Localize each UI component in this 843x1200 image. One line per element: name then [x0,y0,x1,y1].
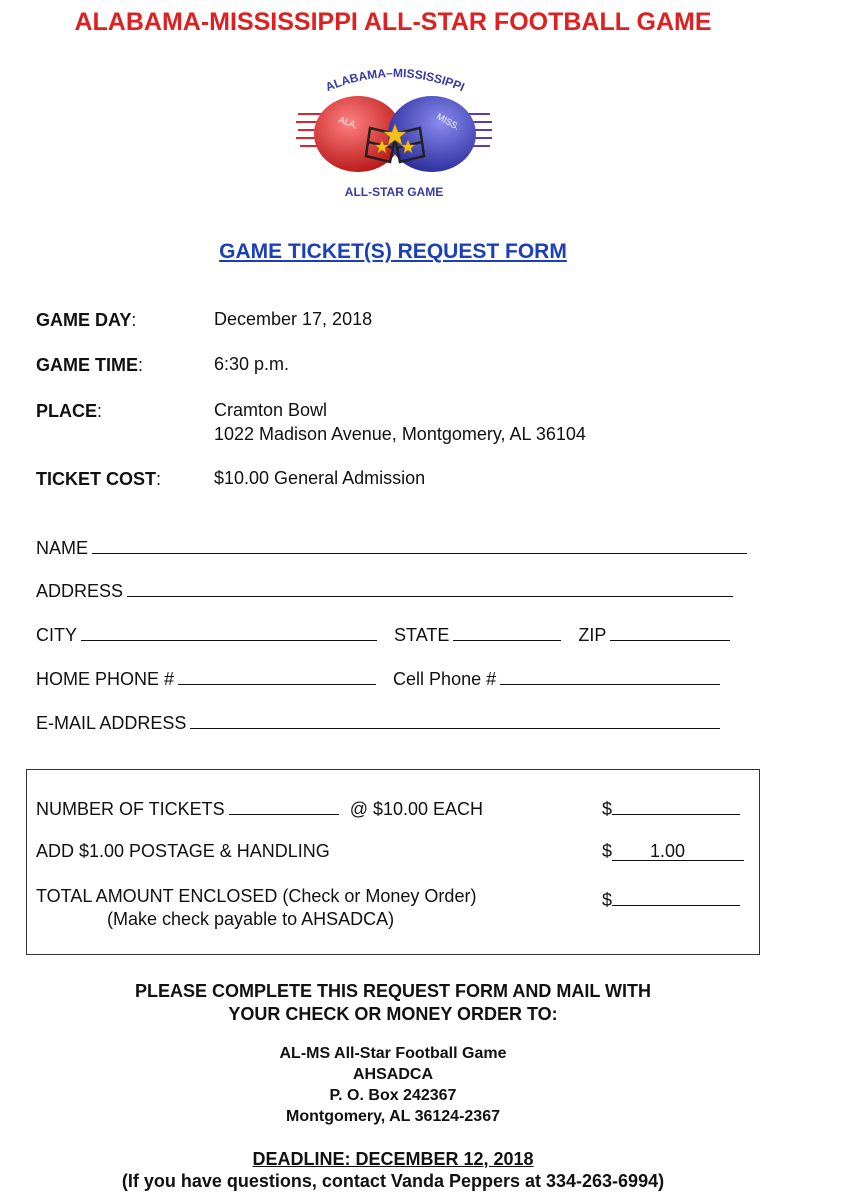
mail-address-line-4: Montgomery, AL 36124-2367 [285,1108,500,1125]
svg-text:ALA.: ALA. [337,114,360,131]
address-row [36,577,733,602]
email-field[interactable] [190,709,720,729]
zip-field[interactable] [610,621,730,641]
name-field[interactable] [92,534,747,554]
tickets-amount-field[interactable] [612,795,740,815]
form-title: GAME TICKET(S) REQUEST FORM [219,240,567,263]
mail-instruction-line-1: PLEASE COMPLETE THIS REQUEST FORM AND MAIL WITH [134,981,651,1001]
place-venue: Cramton Bowl [214,400,328,420]
contact-info: (If you have questions, contact Vanda Peppers at 334-263-6994) [121,1171,665,1191]
address-label: ADDRESS [36,581,124,601]
deadline: DEADLINE: DECEMBER 12, 2018 [252,1149,534,1169]
ticket-cost-value: $10.00 General Admission [214,468,426,488]
tickets-quantity-field[interactable] [229,795,339,815]
cell-phone-field[interactable] [500,665,720,685]
game-day-value: December 17, 2018 [214,309,373,329]
mail-address-line-3: P. O. Box 242367 [329,1087,457,1104]
currency-symbol: $ [602,841,613,861]
postage-value: 1.00 [650,841,686,861]
city-row [36,621,730,646]
mail-address-line-2: AHSADCA [353,1066,433,1083]
total-label: TOTAL AMOUNT ENCLOSED (Check or Money Order) [36,886,477,906]
currency-symbol: $ [602,799,613,819]
place-address: 1022 Madison Avenue, Montgomery, AL 36104 [214,424,586,444]
name-label: NAME [36,538,89,558]
postage-label: ADD $1.00 POSTAGE & HANDLING [36,841,330,861]
mail-address-line-1: AL-MS All-Star Football Game [279,1045,507,1062]
total-amount [602,886,740,911]
svg-text:ALL-STAR GAME: ALL-STAR GAME [344,185,444,199]
name-row [36,534,747,559]
ticket-cost-label: TICKET COST: [36,469,162,489]
home-phone-label: HOME PHONE # [36,669,175,689]
currency-symbol: $ [602,890,613,910]
email-label: E-MAIL ADDRESS [36,713,187,733]
mail-instruction-line-2: YOUR CHECK OR MONEY ORDER TO: [228,1004,558,1024]
game-day-label: GAME DAY: [36,310,137,330]
game-time-label: GAME TIME: [36,355,144,375]
postage-amount-field [612,841,744,861]
svg-text:MISS.: MISS. [435,111,462,132]
home-phone-field[interactable] [178,665,376,685]
phone-row [36,665,720,690]
svg-text:ALABAMA–MISSISSIPPI: ALABAMA–MISSISSIPPI [323,65,467,95]
zip-label: ZIP [578,625,607,645]
tickets-price: @ $10.00 EACH [349,799,484,819]
address-field[interactable] [127,577,733,597]
tickets-amount [602,795,740,820]
tickets-row [36,795,483,820]
city-label: CITY [36,625,78,645]
total-amount-field[interactable] [612,886,740,906]
postage-amount [602,841,744,862]
all-star-game-logo [296,56,492,206]
tickets-label: NUMBER OF TICKETS [36,799,225,819]
city-field[interactable] [81,621,377,641]
total-note: (Make check payable to AHSADCA) [107,909,395,929]
email-row [36,709,720,734]
state-field[interactable] [453,621,561,641]
cell-phone-label: Cell Phone # [393,669,497,689]
page-title: ALABAMA-MISSISSIPPI ALL-STAR FOOTBALL GAME [74,8,712,36]
game-time-value: 6:30 p.m. [214,354,290,374]
state-label: STATE [394,625,450,645]
place-label: PLACE: [36,401,103,421]
